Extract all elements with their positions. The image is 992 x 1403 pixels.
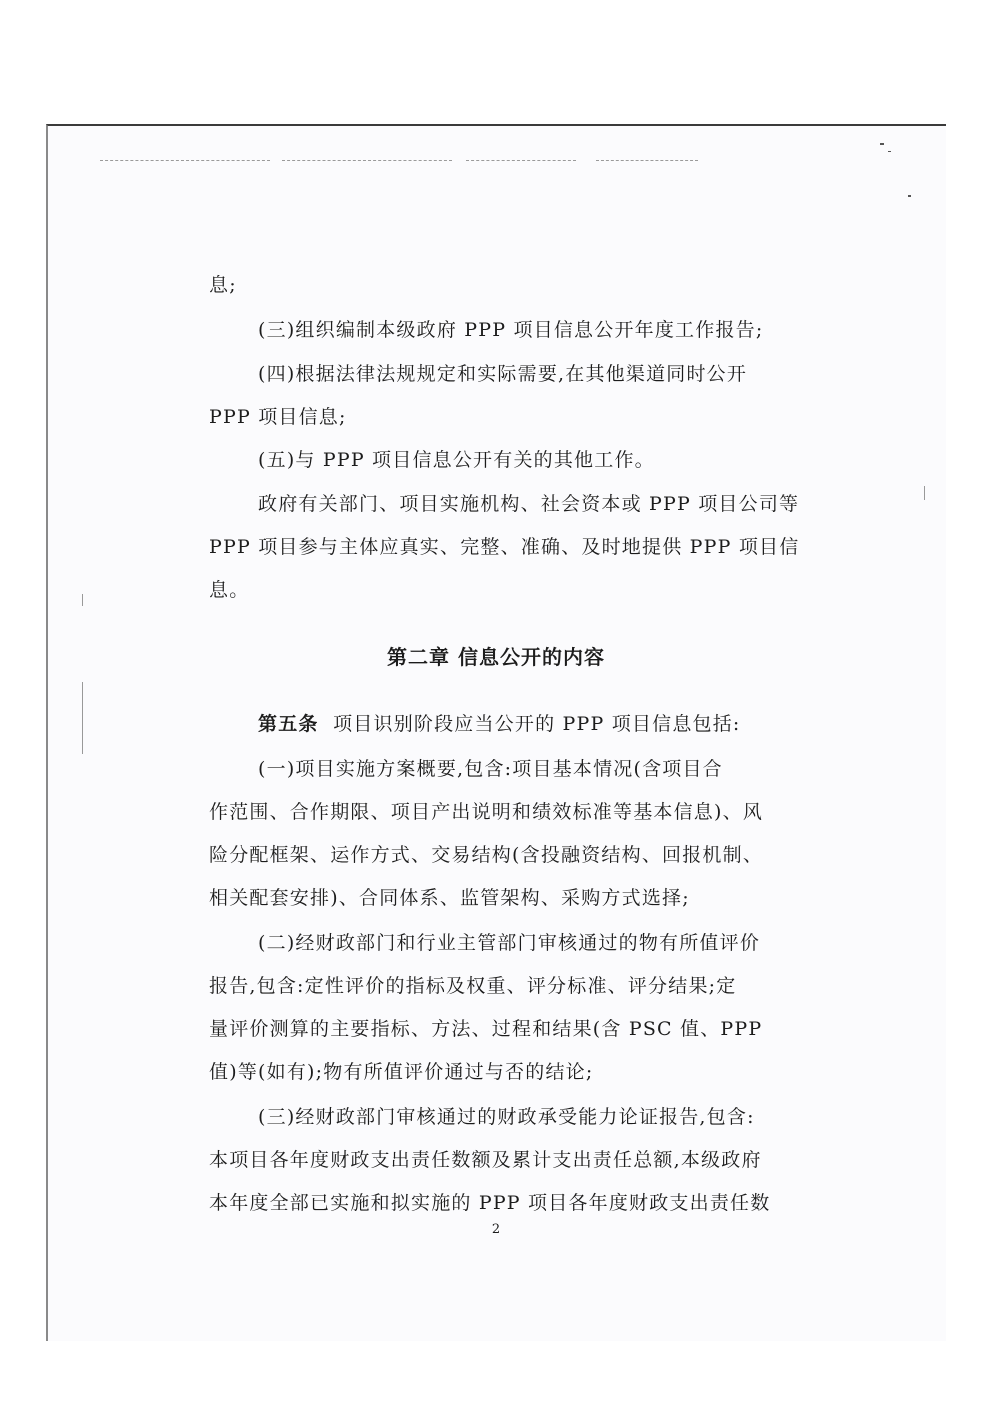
top-rule-segment — [596, 160, 698, 161]
margin-tick — [82, 682, 83, 754]
text-line: 息; — [209, 274, 237, 296]
text-line: (五)与 PPP 项目信息公开有关的其他工作。 — [258, 449, 655, 471]
margin-tick — [82, 594, 83, 606]
text-line: (四)根据法律法规规定和实际需要,在其他渠道同时公开 — [258, 363, 748, 385]
page-number: 2 — [491, 1222, 501, 1237]
text-line: 值)等(如有);物有所值评价通过与否的结论; — [209, 1061, 594, 1083]
article-text: 项目识别阶段应当公开的 PPP 项目信息包括: — [333, 713, 741, 735]
article-label: 第五条 — [258, 713, 319, 735]
chapter-heading: 第二章 信息公开的内容 — [387, 645, 605, 669]
top-rule-segment — [100, 160, 270, 161]
scan-speck — [880, 143, 884, 145]
text-line: PPP 项目参与主体应真实、完整、准确、及时地提供 PPP 项目信 — [209, 536, 800, 558]
text-line: 息。 — [209, 579, 250, 601]
text-line: 相关配套安排)、合同体系、监管架构、采购方式选择; — [209, 887, 690, 909]
text-line: (三)组织编制本级政府 PPP 项目信息公开年度工作报告; — [258, 319, 764, 341]
scan-speck — [888, 151, 891, 152]
margin-tick — [924, 486, 925, 500]
text-line: 本年度全部已实施和拟实施的 PPP 项目各年度财政支出责任数 — [209, 1192, 771, 1214]
text-line: (一)项目实施方案概要,包含:项目基本情况(含项目合 — [258, 758, 723, 780]
text-line: 量评价测算的主要指标、方法、过程和结果(含 PSC 值、PPP — [209, 1018, 763, 1040]
text-line: 本项目各年度财政支出责任数额及累计支出责任总额,本级政府 — [209, 1149, 762, 1171]
text-line: 报告,包含:定性评价的指标及权重、评分标准、评分结果;定 — [209, 975, 737, 997]
top-rule-segment — [282, 160, 452, 161]
text-line: (三)经财政部门审核通过的财政承受能力论证报告,包含: — [258, 1106, 755, 1128]
text-line: PPP 项目信息; — [209, 406, 347, 428]
text-line: (二)经财政部门和行业主管部门审核通过的物有所值评价 — [258, 932, 761, 954]
text-line: 政府有关部门、项目实施机构、社会资本或 PPP 项目公司等 — [258, 493, 800, 515]
scan-speck — [908, 195, 911, 197]
article-line — [258, 712, 741, 736]
top-rule-segment — [466, 160, 576, 161]
text-line: 作范围、合作期限、项目产出说明和绩效标准等基本信息)、风 — [209, 801, 764, 823]
text-line: 险分配框架、运作方式、交易结构(含投融资结构、回报机制、 — [209, 844, 764, 866]
